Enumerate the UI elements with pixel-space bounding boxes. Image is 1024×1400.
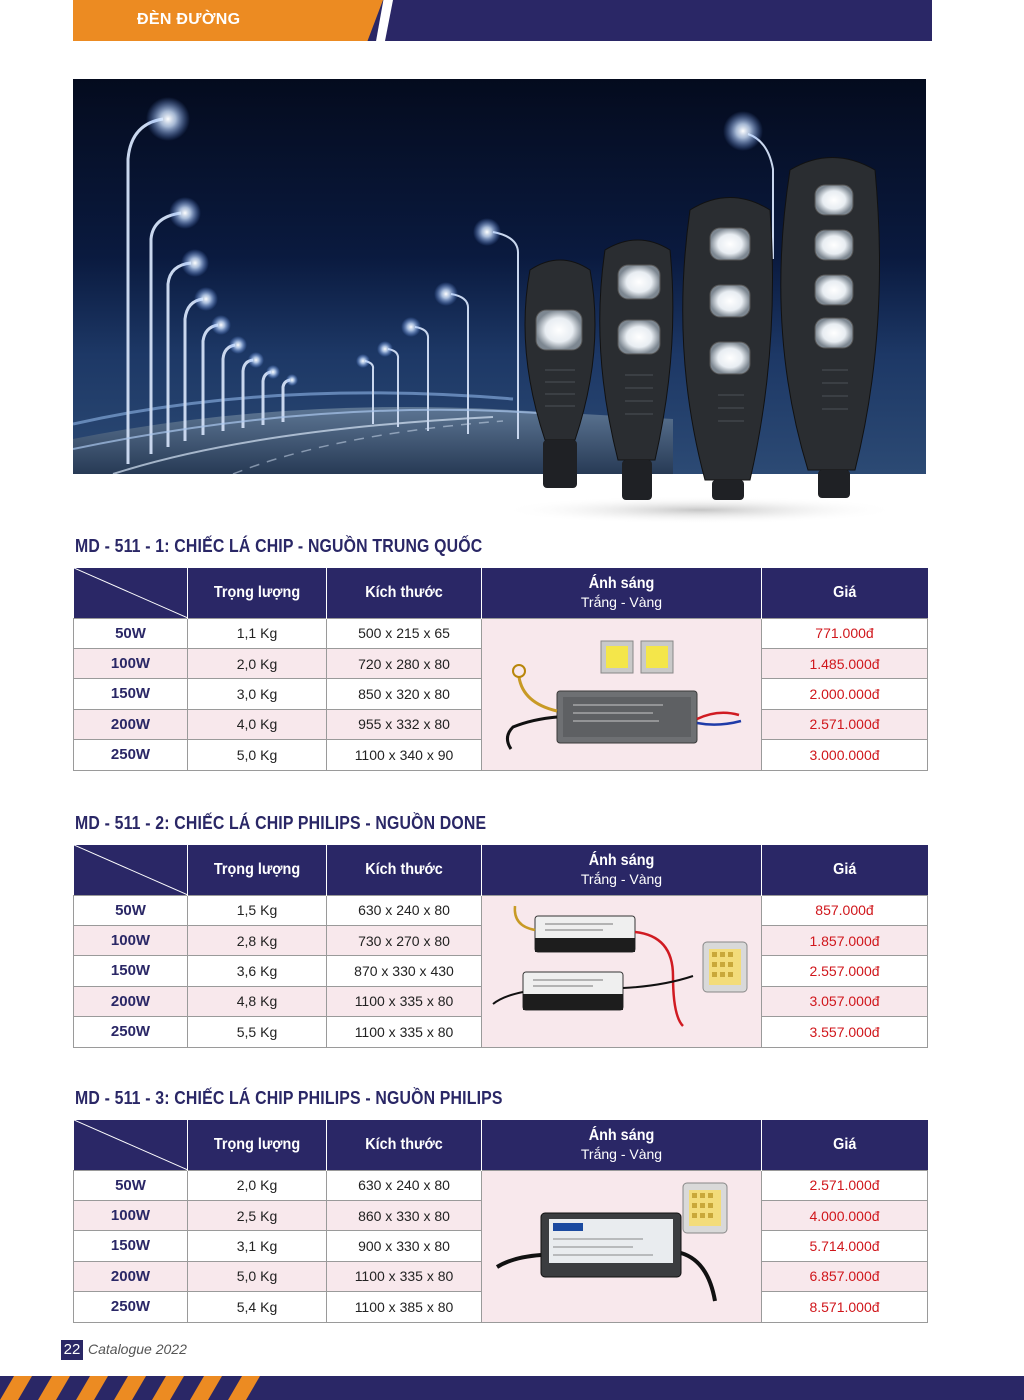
done-driver-icon [483, 896, 761, 1044]
size-cell: 500 x 215 x 65 [327, 618, 482, 648]
weight-cell: 2,5 Kg [188, 1200, 327, 1230]
size-cell: 955 x 332 x 80 [327, 709, 482, 739]
weight-cell: 5,4 Kg [188, 1292, 327, 1322]
page-number: 22 [61, 1340, 83, 1360]
philips-driver-image [482, 1170, 762, 1322]
power-cell: 200W [74, 709, 188, 739]
weight-cell: 2,0 Kg [188, 1170, 327, 1200]
size-cell: 1100 x 335 x 80 [327, 1261, 482, 1291]
power-cell: 50W [74, 618, 188, 648]
size-cell: 850 x 320 x 80 [327, 679, 482, 709]
weight-cell: 1,1 Kg [188, 618, 327, 648]
spec-table-3 [73, 1120, 928, 1323]
power-cell: 200W [74, 1261, 188, 1291]
section-title-1: MD - 511 - 1: CHIẾC LÁ CHIP - NGUỒN TRUNG QUỐC [75, 536, 483, 556]
power-cell: 150W [74, 1231, 188, 1261]
cobra-head-lamp-icon [490, 150, 910, 530]
power-cell: 250W [74, 740, 188, 770]
col-price: Giá [762, 1120, 928, 1170]
weight-cell: 5,0 Kg [188, 1261, 327, 1291]
weight-cell: 3,0 Kg [188, 679, 327, 709]
corner-cell [74, 1120, 188, 1170]
col-light: Ánh sáng Trắng - Vàng [482, 845, 762, 895]
section-title-3: MD - 511 - 3: CHIẾC LÁ CHIP PHILIPS - NGUỒN PHILIPS [75, 1088, 503, 1108]
weight-cell: 1,5 Kg [188, 895, 327, 925]
corner-cell [74, 845, 188, 895]
size-cell: 720 x 280 x 80 [327, 648, 482, 678]
price-cell: 5.714.000đ [762, 1231, 928, 1261]
philips-driver-icon [483, 1171, 761, 1319]
price-cell: 771.000đ [762, 618, 928, 648]
power-cell: 200W [74, 986, 188, 1016]
col-price: Giá [762, 845, 928, 895]
size-cell: 870 x 330 x 430 [327, 956, 482, 986]
power-cell: 150W [74, 679, 188, 709]
col-light: Ánh sáng Trắng - Vàng [482, 568, 762, 618]
weight-cell: 2,8 Kg [188, 925, 327, 955]
price-cell: 2.571.000đ [762, 1170, 928, 1200]
size-cell: 860 x 330 x 80 [327, 1200, 482, 1230]
size-cell: 1100 x 340 x 90 [327, 740, 482, 770]
weight-cell: 3,6 Kg [188, 956, 327, 986]
price-cell: 2.571.000đ [762, 709, 928, 739]
price-cell: 6.857.000đ [762, 1261, 928, 1291]
col-light: Ánh sáng Trắng - Vàng [482, 1120, 762, 1170]
size-cell: 630 x 240 x 80 [327, 895, 482, 925]
footer-stripes-icon [0, 1376, 260, 1400]
spec-table-1 [73, 568, 928, 771]
weight-cell: 5,5 Kg [188, 1017, 327, 1047]
price-cell: 857.000đ [762, 895, 928, 925]
size-cell: 900 x 330 x 80 [327, 1231, 482, 1261]
weight-cell: 3,1 Kg [188, 1231, 327, 1261]
col-size: Kích thước [327, 568, 482, 618]
size-cell: 730 x 270 x 80 [327, 925, 482, 955]
power-cell: 100W [74, 648, 188, 678]
corner-cell [74, 568, 188, 618]
price-cell: 3.557.000đ [762, 1017, 928, 1047]
weight-cell: 4,0 Kg [188, 709, 327, 739]
section-category-title: ĐÈN ĐƯỜNG [137, 11, 241, 28]
power-cell: 150W [74, 956, 188, 986]
size-cell: 1100 x 385 x 80 [327, 1292, 482, 1322]
col-weight: Trọng lượng [188, 845, 327, 895]
power-cell: 50W [74, 895, 188, 925]
col-size: Kích thước [327, 845, 482, 895]
col-size: Kích thước [327, 1120, 482, 1170]
catalogue-label: Catalogue 2022 [88, 1341, 187, 1357]
led-driver-image [482, 618, 762, 770]
done-driver-image [482, 895, 762, 1047]
price-cell: 1.485.000đ [762, 648, 928, 678]
price-cell: 2.557.000đ [762, 956, 928, 986]
led-driver-icon [483, 619, 761, 767]
power-cell: 50W [74, 1170, 188, 1200]
size-cell: 1100 x 335 x 80 [327, 986, 482, 1016]
power-cell: 100W [74, 1200, 188, 1230]
weight-cell: 2,0 Kg [188, 648, 327, 678]
weight-cell: 4,8 Kg [188, 986, 327, 1016]
header-band [73, 0, 932, 41]
spec-table-2 [73, 845, 928, 1048]
size-cell: 630 x 240 x 80 [327, 1170, 482, 1200]
power-cell: 250W [74, 1292, 188, 1322]
price-cell: 3.000.000đ [762, 740, 928, 770]
col-price: Giá [762, 568, 928, 618]
price-cell: 8.571.000đ [762, 1292, 928, 1322]
power-cell: 100W [74, 925, 188, 955]
price-cell: 2.000.000đ [762, 679, 928, 709]
col-weight: Trọng lượng [188, 1120, 327, 1170]
price-cell: 4.000.000đ [762, 1200, 928, 1230]
power-cell: 250W [74, 1017, 188, 1047]
size-cell: 1100 x 335 x 80 [327, 1017, 482, 1047]
price-cell: 3.057.000đ [762, 986, 928, 1016]
weight-cell: 5,0 Kg [188, 740, 327, 770]
col-weight: Trọng lượng [188, 568, 327, 618]
price-cell: 1.857.000đ [762, 925, 928, 955]
section-title-2: MD - 511 - 2: CHIẾC LÁ CHIP PHILIPS - NGUỒN DONE [75, 813, 487, 833]
